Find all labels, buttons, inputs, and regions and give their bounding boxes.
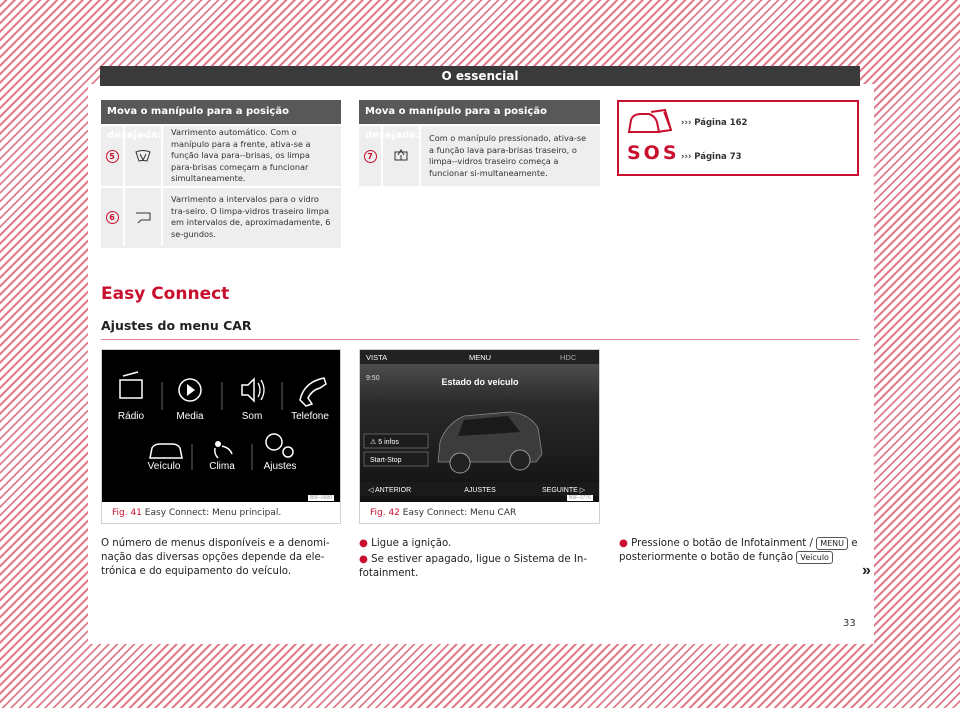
wiper-table-middle bbox=[359, 100, 600, 186]
page-ref-link[interactable]: ››› Página 73 bbox=[681, 152, 742, 162]
info-button-label: ⚠ 5 infos bbox=[370, 439, 399, 446]
figure-code: B5F-0776 bbox=[569, 495, 591, 501]
tile-label: Veículo bbox=[147, 461, 181, 472]
instruction-list bbox=[359, 537, 600, 581]
row-description: Varrimento automático. Com o manípulo para a frente, ativa-se a função lava para--brisas, os limpa para-brisas começam a funcionar simultaneamente. bbox=[171, 127, 311, 184]
figure-code: B5F-0680 bbox=[310, 495, 332, 501]
start-stop-button-label: Start-Stop bbox=[370, 457, 402, 464]
view-button: VISTA bbox=[366, 353, 388, 362]
previous-button: ◁ ANTERIOR bbox=[368, 487, 412, 494]
clock-text: 9:50 bbox=[366, 375, 380, 382]
instruction-list: ● Pressione o botão de Infotainment / MENU e posteriormente o botão de função Veículo bbox=[619, 538, 858, 563]
vehicle-key-icon: Veículo bbox=[796, 551, 833, 564]
screen-heading: Estado do veículo bbox=[441, 377, 519, 387]
list-item: ● Se estiver apagado, ligue o Sistema de In-fotainment. bbox=[359, 554, 588, 579]
section-title: Easy Connect bbox=[101, 284, 230, 304]
rear-washer-icon bbox=[381, 126, 421, 186]
body-paragraph: O número de menus disponíveis e a denomi-nação das diversas opções depende da ele-trónica e do equipamento do veículo. bbox=[101, 538, 330, 577]
auto-wipe-icon bbox=[123, 126, 163, 186]
tile-label: Som bbox=[241, 411, 263, 422]
main-menu-screen bbox=[102, 350, 340, 502]
row-number-badge: 6 bbox=[106, 211, 119, 224]
section-subtitle: Ajustes do menu CAR bbox=[101, 318, 252, 333]
car-menu-screen bbox=[360, 350, 599, 502]
table-row bbox=[101, 124, 341, 186]
menu-key-icon: MENU bbox=[816, 537, 848, 550]
climate-icon bbox=[215, 441, 221, 447]
figure-41 bbox=[101, 349, 341, 524]
row-description: Com o manípulo pressionado, ativa-se a função lava para-brisas traseiro, o limpa--vidros traseiro começa a funcionar si-multaneamente. bbox=[429, 133, 587, 178]
tile-label: Clima bbox=[209, 461, 235, 472]
list-item: ● Ligue a ignição. bbox=[359, 538, 452, 549]
manual-car-icon bbox=[627, 108, 673, 136]
page-number: 33 bbox=[843, 618, 856, 629]
row-number-badge: 5 bbox=[106, 150, 119, 163]
section-divider bbox=[101, 339, 859, 340]
wiper-table-left bbox=[101, 100, 341, 248]
tile-label: Rádio bbox=[117, 411, 145, 422]
settings-button: AJUSTES bbox=[464, 487, 496, 494]
next-button: SEGUINTE ▷ bbox=[542, 487, 586, 494]
page-ref-link[interactable]: ››› Página 162 bbox=[681, 118, 748, 128]
row-number-badge: 7 bbox=[364, 150, 377, 163]
tile-label: Ajustes bbox=[263, 461, 297, 472]
continue-marker: » bbox=[862, 562, 871, 579]
interval-wipe-icon bbox=[123, 188, 163, 246]
table-heading: Mova o manípulo para a posição desejada: bbox=[359, 100, 600, 124]
figure-caption: Fig. 41 Easy Connect: Menu principal. bbox=[112, 508, 282, 518]
sos-icon: SOS bbox=[627, 142, 680, 164]
table-heading: Mova o manípulo para a posição desejada: bbox=[101, 100, 341, 124]
hdc-indicator: HDC bbox=[560, 353, 577, 362]
page-reference-box bbox=[617, 100, 859, 176]
table-row bbox=[101, 186, 341, 246]
menu-button: MENU bbox=[468, 353, 492, 362]
row-description: Varrimento a intervalos para o vidro tra-seiro. O limpa-vidros traseiro limpa em intervalos de, aproximadamente, 6 se-gundos. bbox=[171, 194, 331, 239]
tile-label: Telefone bbox=[291, 411, 329, 422]
figure-42 bbox=[359, 349, 600, 524]
tile-label: Media bbox=[176, 411, 204, 422]
figure-caption: Fig. 42 Easy Connect: Menu CAR bbox=[370, 508, 517, 518]
chapter-header: O essencial bbox=[100, 66, 860, 86]
table-row bbox=[359, 124, 600, 186]
